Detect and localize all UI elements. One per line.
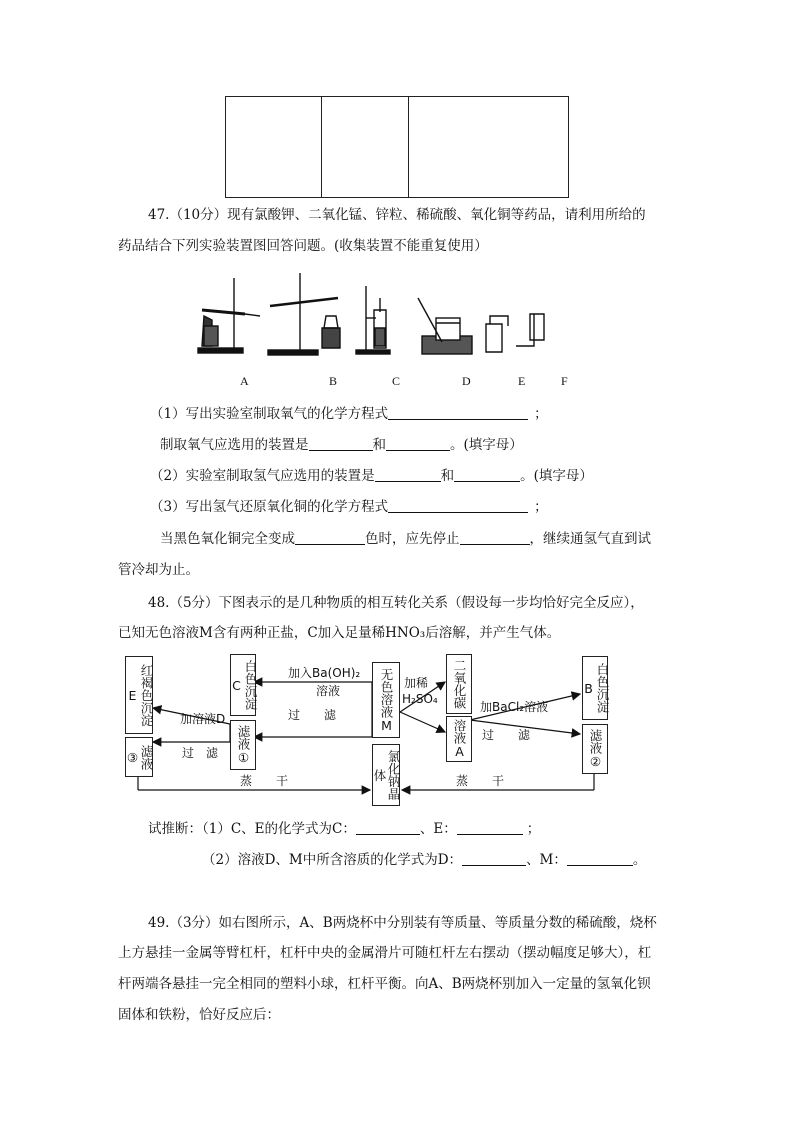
q49-line3: 杆两端各悬挂一完全相同的塑料小球，杠杆平衡。向A、B两烧杯别加入一定量的氢氧化钡 (118, 976, 651, 992)
label-filter-2: 过 滤 (288, 708, 337, 722)
box-filtrate-2: 滤液② (582, 724, 608, 774)
label-h2so4: H₂SO₄ (402, 692, 438, 706)
empty-table (225, 96, 569, 198)
answer-blank[interactable] (567, 851, 633, 866)
q47-part3b: 当黑色氧化铜完全变成 色时，应先停止 ，继续通氢气直到试 (160, 531, 651, 547)
apparatus-e (486, 316, 508, 352)
box-filtrate-3: 滤液③ (125, 737, 153, 777)
flow-diagram (120, 652, 610, 807)
apparatus-label-a: A (240, 374, 249, 388)
q49-line4: 固体和铁粉，恰好反应后： (118, 1007, 280, 1023)
q47-part1a: （1）写出实验室制取氧气的化学方程式 ； (150, 406, 548, 422)
q48-intro-line1: 48.（5分）下图表示的是几种物质的相互转化关系（假设每一步均恰好完全反应）， (148, 595, 644, 611)
box-filtrate-1: 滤液① (230, 720, 256, 770)
q48-part1: 试推断：（1）C、E的化学式为C： 、E： ； (148, 821, 541, 837)
apparatus-b (268, 273, 340, 355)
label-evaporate-1: 蒸 干 (240, 774, 289, 788)
label-filter-1: 过 滤 (182, 746, 219, 760)
answer-blank[interactable] (454, 467, 520, 482)
label-solution: 溶液 (316, 684, 341, 698)
answer-blank[interactable] (388, 498, 528, 513)
label-add-dilute: 加稀 (404, 676, 429, 690)
apparatus-label-d: D (462, 374, 471, 388)
answer-blank[interactable] (356, 820, 420, 835)
apparatus-label-f: F (561, 374, 568, 388)
label-evaporate-2: 蒸 干 (456, 774, 505, 788)
box-sodium-chloride-crystal: 氯化钠晶体 (372, 744, 400, 806)
apparatus-d (418, 298, 472, 354)
answer-blank[interactable] (460, 530, 530, 545)
q47-intro-line1: 47.（10分）现有氯酸钾、二氧化锰、锌粒、稀硫酸、氧化铜等药品，请利用所给的 (148, 207, 646, 223)
q47-part2: （2）实验室制取氢气应选用的装置是 和 。(填字母） (150, 468, 593, 484)
box-red-brown-precipitate-e: 红褐色沉淀E (125, 656, 153, 734)
label-add-solution-d: 加溶液D (180, 712, 226, 726)
label-add-bacl2: 加BaCl₂溶液 (480, 700, 549, 714)
q48-part2: （2）溶液D、M中所含溶质的化学式为D： 、M： 。 (202, 852, 647, 868)
apparatus-label-e: E (518, 374, 526, 388)
label-add-baoh2: 加入Ba(OH)₂ (288, 666, 361, 680)
apparatus-label-c: C (392, 374, 401, 388)
lab-apparatus-figure (190, 268, 560, 360)
q47-part1b: 制取氧气应选用的装置是 和 。(填字母） (160, 437, 523, 453)
q47-intro-line2: 药品结合下列实验装置图回答问题。(收集装置不能重复使用） (118, 238, 488, 254)
apparatus-a (198, 278, 260, 353)
apparatus-label-b: B (329, 374, 338, 388)
box-white-precipitate-b: 白色沉淀B (582, 656, 608, 720)
answer-blank[interactable] (375, 467, 441, 482)
q47-part3a: （3）写出氢气还原氧化铜的化学方程式 ； (150, 499, 548, 515)
label-filter-3: 过 滤 (482, 728, 531, 742)
box-carbon-dioxide: 二氧化碳 (446, 654, 472, 714)
answer-blank[interactable] (295, 530, 365, 545)
q47-part3c: 管冷却为止。 (118, 562, 199, 578)
answer-blank[interactable] (386, 436, 450, 451)
box-solution-a: 溶液A (446, 716, 472, 762)
q49-line1: 49.（3分）如右图所示，A、B两烧杯中分别装有等质量、等质量分数的稀硫酸，烧杯 (148, 915, 657, 931)
answer-blank[interactable] (457, 820, 523, 835)
answer-blank[interactable] (309, 436, 373, 451)
apparatus-f (516, 314, 544, 346)
box-colorless-solution-m: 无色溶液M (372, 662, 400, 738)
table-divider (408, 97, 409, 197)
q49-line2: 上方悬挂一金属等臂杠杆，杠杆中央的金属滑片可随杠杆左右摆动（摆动幅度足够大），杠 (118, 945, 652, 961)
box-white-precipitate-c: 白色沉淀C (230, 654, 256, 716)
apparatus-c (356, 286, 390, 354)
q48-intro-line2: 已知无色溶液M含有两种正盐，C加入足量稀HNO₃后溶解，并产生气体。 (118, 625, 561, 641)
answer-blank[interactable] (462, 851, 526, 866)
flow-arrows (120, 652, 610, 807)
table-divider (321, 97, 322, 197)
answer-blank[interactable] (388, 405, 528, 420)
